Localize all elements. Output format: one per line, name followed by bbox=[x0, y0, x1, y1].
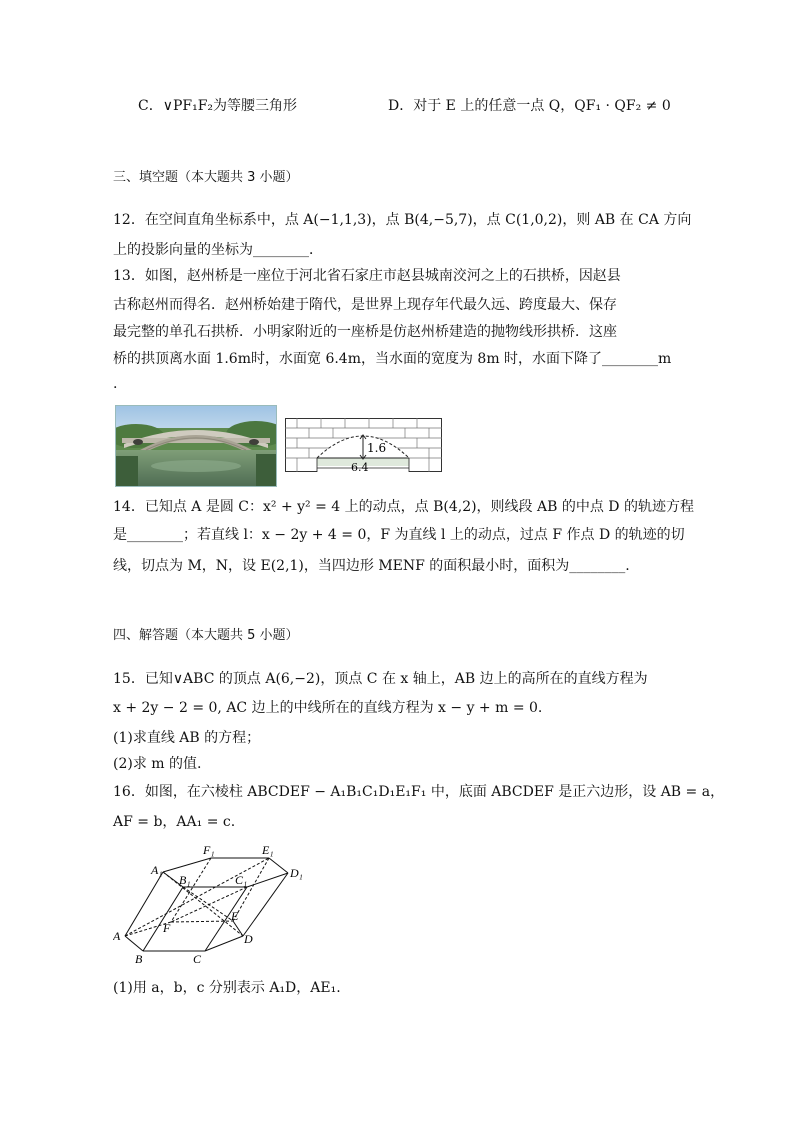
vertex-A1: A₁ bbox=[151, 863, 163, 877]
vertex-F1: F₁ bbox=[203, 843, 215, 857]
q15-part-1: (1)求直线 AB 的方程； bbox=[113, 730, 261, 746]
q16-line-1: 16．如图，在六棱柱 ABCDEF − A₁B₁C₁D₁E₁F₁ 中，底面 ABCDEF 是正六边形，设 AB = a， bbox=[113, 784, 725, 800]
q15-line-1: 15．已知∨ABC 的顶点 A(6,−2)，顶点 C 在 x 轴上，AB 边上的高所在的直线方程为 bbox=[113, 671, 648, 687]
q14-line-3: 线，切点为 M，N，设 E(2,1)，当四边形 MENF 的面积最小时，面积为________. bbox=[113, 558, 630, 574]
q13-line-3: 最完整的单孔石拱桥．小明家附近的一座桥是仿赵州桥建造的抛物线形拱桥．这座 bbox=[113, 324, 617, 340]
vertex-E1: E₁ bbox=[262, 843, 274, 857]
q13-line-5: . bbox=[113, 376, 118, 392]
bridge-height-label: 1.6 bbox=[367, 441, 387, 455]
q14-line-2: 是________；若直线 l：x − 2y + 4 = 0，F 为直线 l 上的动点，过点 F 作点 D 的轨迹的切 bbox=[113, 527, 685, 543]
vertex-F: F bbox=[163, 921, 171, 935]
vertex-C1: C₁ bbox=[235, 873, 248, 887]
q16-part-1: (1)用 a，b，c 分别表示 A₁D，AE₁. bbox=[113, 980, 341, 996]
q12-line-2: 上的投影向量的坐标为________． bbox=[113, 242, 323, 258]
q16-line-2: AF = b，AA₁ = c. bbox=[113, 814, 236, 830]
q11-option-c: C．∨PF₁F₂为等腰三角形 bbox=[138, 98, 298, 114]
q14-line-1: 14．已知点 A 是圆 C：x² + y² = 4 上的动点，点 B(4,2)，则线段 AB 的中点 D 的轨迹方程 bbox=[113, 499, 694, 515]
q15-part-2: (2)求 m 的值. bbox=[113, 756, 202, 772]
vertex-B: B bbox=[135, 952, 143, 965]
q11-option-d: D．对于 E 上的任意一点 Q，QF₁ · QF₂ ≠ 0 bbox=[388, 98, 671, 114]
bridge-arch-diagram bbox=[285, 418, 442, 472]
hexagonal-prism-figure bbox=[113, 840, 313, 965]
section-3-heading: 三、填空题（本大题共 3 小题） bbox=[113, 170, 299, 185]
section-4-heading: 四、解答题（本大题共 5 小题） bbox=[113, 628, 299, 643]
bridge-width-label: 6.4 bbox=[351, 461, 369, 472]
q12-line-1: 12．在空间直角坐标系中，点 A(−1,1,3)，点 B(4,−5,7)，点 C(1,0,2)，则 AB 在 CA 方向 bbox=[113, 212, 692, 228]
q15-line-2: x + 2y − 2 = 0, AC 边上的中线所在的直线方程为 x − y + m = 0. bbox=[113, 700, 543, 716]
q13-line-1: 13．如图，赵州桥是一座位于河北省石家庄市赵县城南洨河之上的石拱桥，因赵县 bbox=[113, 268, 621, 284]
zhaozhou-bridge-photo bbox=[115, 405, 277, 487]
vertex-E: E bbox=[231, 909, 239, 923]
q13-line-4: 桥的拱顶离水面 1.6m时，水面宽 6.4m，当水面的宽度为 8m 时，水面下降了________m bbox=[113, 351, 672, 367]
vertex-A: A bbox=[113, 929, 121, 943]
vertex-D: D bbox=[244, 932, 253, 946]
vertex-C: C bbox=[193, 952, 202, 965]
vertex-D1: D₁ bbox=[290, 866, 303, 880]
vertex-B1: B₁ bbox=[179, 873, 191, 887]
q13-line-2: 古称赵州而得名．赵州桥始建于隋代，是世界上现存年代最久远、跨度最大、保存 bbox=[113, 297, 617, 313]
